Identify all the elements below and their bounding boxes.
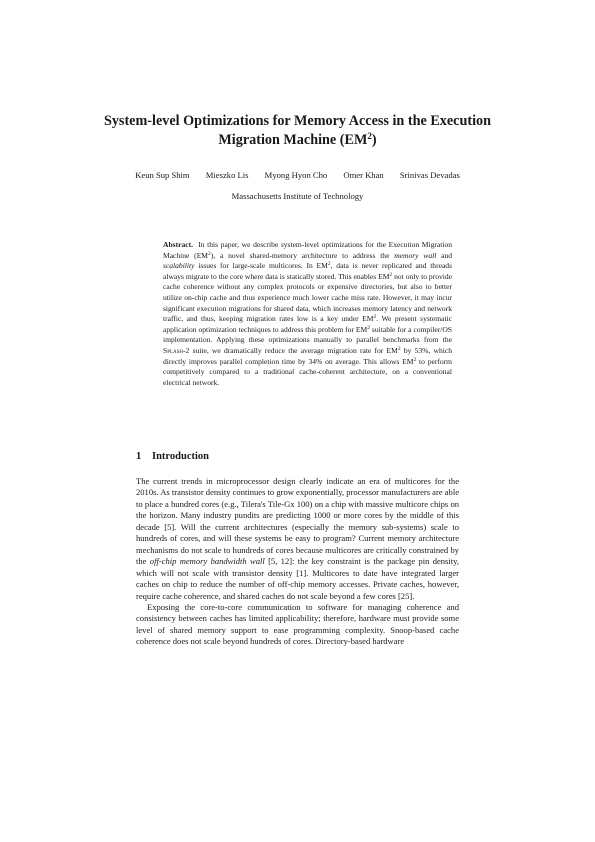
abstract: Abstract. In this paper, we describe system-level optimizations for the Execution Migration Machine $(EM^2)$, a novel shared-memory architecture to address the memory wall and scalability issues for large-scale multicores. In $EM^2$, data is never replicated and threads always migrate to the core where data is statically stored. This enables $EM^2$ not only to provide cache coherence without any complex protocols or expensive directories, but also to better utilize on-chip cache and thus experience much lower cache miss rate. However, it may incur significant execution migrations for shared data, which increases memory latency and network traffic, and thus, keeping migration rates low is a key under $EM^2$. We present systematic application optimization techniques to address this problem for $EM^2$ suitable for a compiler/OS implementation. Applying these optimizations manually to parallel benchmarks from the Splash-2 suite, we dramatically reduce the average migration rate for $EM^2$ by 53%, which directly improves parallel completion time by 34% on average. This allows $EM^2$ to perform competitively compared to a traditional cache-coherent architecture, on a conventional electrical network. (163, 240, 453, 387)
paragraph: Exposing the core-to-core communication to software for managing coherence and consistency between caches has limited applicability; therefore, hardware must provide some level of shared memory support to ease programming complexity. Snoop-based cache coherence does not scale beyond hundreds of cores. Directory-based hardware (136, 601, 459, 647)
title-close: ) (371, 132, 377, 148)
abstract-label: Abstract. (163, 240, 193, 249)
paper-title (100, 112, 495, 150)
affiliation: Massachusetts Institute of Technology (231, 191, 364, 201)
author-list (100, 169, 495, 181)
title-main: System-level Optimizations for Memory Access in the Execution Migration Machine (EM (103, 113, 492, 148)
emphasis-bandwidth-wall: off-chip memory bandwidth wall (149, 556, 265, 567)
section-title: Introduction (152, 451, 209, 462)
emphasis-memory-wall: memory wall (394, 250, 437, 260)
paragraph: The current trends in microprocessor design clearly indicate an era of multicores for the 2010s. As transistor density continues to grow exponentially, processor manufacturers are able to place a hundred cores (e.g., Tilera's Tile-Gx 100) on a chip with massive multicore chips on the horizon. Many industry pundits are predicting 1000 or more cores by the middle of this decade [5]. Will the current architectures (especially the memory sub-systems) scale to hundreds of cores, and will these systems be easy to program? Current memory architecture mechanisms do not scale to hundreds of cores because multicores are critically constrained by the off-chip memory bandwidth wall [5, 12]: the key constraint is the package pin density, which will not scale with transistor density [1]. Multicores to date have integrated larger caches on chip to reduce the number of off-chip memory accesses. Private caches, however, require cache coherence, and shared caches do not scale beyond a few cores [25]. (136, 476, 459, 601)
author: Omer Khan (343, 170, 384, 180)
author: Keun Sup Shim (135, 170, 190, 180)
author: Mieszko Lis (205, 170, 249, 180)
author: Myong Hyon Cho (264, 170, 328, 180)
section-heading (136, 450, 459, 463)
author: Srinivas Devadas (399, 170, 460, 180)
emphasis-scalability: scalability (163, 261, 195, 271)
title-superscript: 2 (367, 131, 372, 141)
section-number: 1 (136, 451, 142, 462)
splash-small-caps: Splash (163, 345, 184, 355)
body-text (136, 476, 459, 648)
